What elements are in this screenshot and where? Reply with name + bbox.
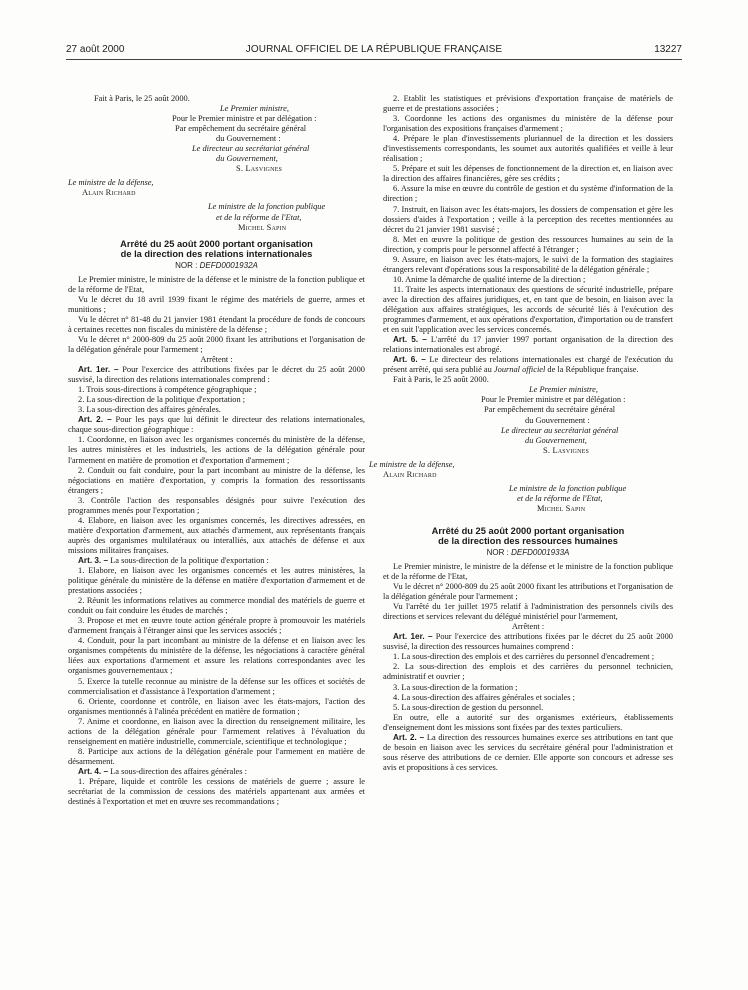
list-item: 5. La sous-direction de gestion du personnel. bbox=[393, 702, 544, 712]
visa: Vu le décret du 18 avril 1939 fixant le régime des matériels de guerre, armes et munitions ; bbox=[68, 294, 365, 314]
list-item: 2. Réunit les informations relatives au commerce mondial des matériels de guerre et conduit ou fait conduire les études de marchés ; bbox=[68, 596, 365, 616]
header-rule bbox=[66, 59, 682, 60]
article-label: Art. 5. – bbox=[393, 335, 427, 345]
defence-minister-title: Le ministre de la défense, bbox=[369, 459, 455, 469]
paragraph: En outre, elle a autorité sur des organismes extérieurs, établissements d'enseignement dont les missions sont fixées par des textes particuliers. bbox=[383, 712, 673, 732]
prime-minister-title: Le Premier ministre, bbox=[220, 104, 289, 114]
list-item: 2. Conduit ou fait conduire, pour la part incombant au ministre de la défense, les négociations en matière d'exportation, y compris la formation des ressortissants étrangers ; bbox=[68, 465, 365, 495]
director-title: du Gouvernement, bbox=[525, 435, 587, 445]
preamble: Le Premier ministre, le ministre de la défense et le ministre de la fonction publique et de la réforme de l'Etat, bbox=[383, 561, 673, 582]
nor-reference bbox=[68, 261, 365, 271]
list-item: 7. Anime et coordonne, en liaison avec la direction du renseignement militaire, les actions de la délégation générale pour l'armement relatives à l'évaluation du renseignement en matière industrielle, commerciale, scientifique et technologique ; bbox=[68, 716, 365, 746]
left-column bbox=[68, 94, 365, 807]
list-item: 3. La sous-direction des affaires générales. bbox=[78, 405, 221, 415]
signing-place: Fait à Paris, le 25 août 2000. bbox=[393, 375, 489, 385]
list-item: 3. Contrôle l'action des responsables désignés pour suivre l'exécution des programmes menés pour l'exportation ; bbox=[68, 495, 365, 515]
list-item: 5. Prépare et suit les dépenses de fonctionnement de la direction et, en liaison avec la direction des affaires financières, gère ses crédits ; bbox=[383, 164, 673, 184]
list-item: 1. Elabore, en liaison avec les organismes concernés et les autres ministères, la politique générale du ministère de la défense en matière d'exportation d'armement et de prestations associées ; bbox=[68, 566, 365, 596]
delegation-line: Par empêchement du secrétaire général bbox=[175, 124, 307, 134]
delegation-line: Par empêchement du secrétaire général bbox=[484, 405, 616, 415]
article bbox=[68, 365, 365, 385]
article bbox=[383, 355, 673, 375]
delegation-line: Pour le Premier ministre et par délégation : bbox=[481, 395, 626, 405]
public-service-minister-name: Michel Sapin bbox=[238, 222, 287, 232]
list-item: 4. Prépare le plan d'investissements pluriannuel de la direction et les dossiers d'investissements correspondants, les soumet aux autorités qualifiées et veille à leur réalisation ; bbox=[383, 134, 673, 164]
journal-reference: Journal officiel bbox=[493, 365, 546, 375]
article-text: La sous-direction de la politique d'exportation : bbox=[108, 555, 269, 565]
list-item: 10. Anime la démarche de qualité interne de la direction ; bbox=[393, 274, 586, 284]
list-item: 6. Oriente, coordonne et contrôle, en liaison avec les états-majors, l'action des organismes mentionnés à l'alinéa précédent en matière de formation ; bbox=[68, 696, 365, 716]
visa: Vu le décret n° 81-48 du 21 janvier 1981 étendant la procédure de fonds de concours à certaines recettes non fiscales du ministère de la défense ; bbox=[68, 314, 365, 334]
nor-label: NOR : bbox=[175, 260, 198, 270]
nor-label: NOR : bbox=[486, 547, 509, 557]
defence-minister-name: Alain Richard bbox=[82, 188, 136, 198]
delegation-line: Pour le Premier ministre et par délégation : bbox=[172, 114, 317, 124]
list-item: 1. La sous-direction des emplois et des carrières du personnel d'encadrement ; bbox=[393, 652, 655, 662]
list-item: 9. Assure, en liaison avec les états-majors, le suivi de la formation des stagiaires étrangers relevant d'opérations sous la responsabilité de la délégation générale ; bbox=[383, 254, 673, 274]
director-name: S. Lasvignes bbox=[543, 445, 590, 455]
article bbox=[383, 335, 673, 355]
article-text: de la République française. bbox=[545, 365, 639, 375]
issue-date: 27 août 2000 bbox=[66, 44, 125, 55]
signing-place: Fait à Paris, le 25 août 2000. bbox=[94, 94, 190, 103]
article-label: Art. 2. – bbox=[393, 732, 425, 742]
article-label: Art. 4. – bbox=[78, 766, 109, 776]
nor-code: DEFD0001932A bbox=[199, 260, 258, 270]
article-label: Art. 3. – bbox=[78, 555, 109, 565]
list-item: 4. La sous-direction des affaires générales et sociales ; bbox=[393, 692, 575, 702]
director-title: Le directeur au secrétariat général bbox=[501, 425, 619, 435]
visa: Vu le décret n° 2000-809 du 25 août 2000 fixant les attributions et l'organisation de la délégation générale pour l'armement ; bbox=[383, 582, 673, 602]
page-header bbox=[66, 44, 682, 60]
article-text: Pour les pays que lui définit le directeur des relations internationales, chaque sous-direction géographique : bbox=[68, 415, 365, 435]
nor-code: DEFD0001933A bbox=[511, 547, 570, 557]
director-name: S. Lasvignes bbox=[236, 164, 283, 174]
visa: Vu l'arrêté du 1er juillet 1975 relatif à l'administration des personnels civils des directions et services relevant du délégué ministériel pour l'armement, bbox=[383, 602, 673, 622]
visa: Vu le décret n° 2000-809 du 25 août 2000 fixant les attributions et l'organisation de la délégation générale pour l'armement ; bbox=[68, 334, 365, 354]
article-text: Pour l'exercice des attributions fixées par le décret du 25 août 2000 susvisé, la direction des relations internationales comprend : bbox=[68, 365, 365, 385]
journal-title: JOURNAL OFFICIEL DE LA RÉPUBLIQUE FRANÇAISE bbox=[245, 44, 503, 55]
public-service-minister-title: Le ministre de la fonction publique bbox=[509, 483, 627, 493]
signature-block-1 bbox=[68, 94, 365, 233]
decree-title-line: de la direction des relations internationales bbox=[120, 249, 313, 260]
article bbox=[383, 632, 673, 652]
defence-minister-name: Alain Richard bbox=[383, 469, 437, 479]
list-item: 8. Participe aux actions de la délégation générale pour l'armement en matière de désarmement. bbox=[68, 746, 365, 766]
article-text: La sous-direction des affaires générales : bbox=[108, 766, 247, 776]
list-item: 7. Instruit, en liaison avec les états-majors, les dossiers de compensation et gère les dossiers d'aides à l'exportation ; veille à la perception des recettes mentionnées au décret du 21 janvier 1981 susvisé ; bbox=[383, 204, 673, 234]
public-service-minister-title: et de la réforme de l'Etat, bbox=[517, 493, 603, 503]
public-service-minister-name: Michel Sapin bbox=[537, 503, 586, 513]
article-text: La direction des ressources humaines exerce ses attributions en tant que de besoin en liaison avec les services du secrétaire général pour l'administration et sous réserve des attributions de ce dernier. Elle apporte son concours et adresse ses avis et propositions à ces services. bbox=[383, 732, 673, 772]
list-item: 6. Assure la mise en œuvre du contrôle de gestion et du système d'information de la direction ; bbox=[383, 184, 673, 204]
preamble: Le Premier ministre, le ministre de la défense et le ministre de la fonction publique et de la réforme de l'Etat, bbox=[68, 274, 365, 294]
signature-block-2 bbox=[369, 375, 673, 514]
list-item: 1. Coordonne, en liaison avec les organismes concernés du ministère de la défense, les autres ministères et les industriels, les actions de la délégation générale pour l'armement en matière de promotion et d'exportation d'armement ; bbox=[68, 435, 365, 465]
delegation-line: du Gouvernement : bbox=[216, 134, 281, 144]
defence-minister-title: Le ministre de la défense, bbox=[68, 178, 154, 188]
right-column bbox=[369, 94, 673, 773]
decree-title bbox=[68, 239, 365, 260]
director-title: du Gouvernement, bbox=[216, 154, 278, 164]
article-label: Art. 1er. – bbox=[78, 365, 119, 375]
arretent: Arrêtent : bbox=[200, 355, 233, 365]
decree-title-line: de la direction des ressources humaines bbox=[438, 536, 618, 547]
list-item: 1. Trois sous-directions à compétence géographique ; bbox=[78, 385, 257, 395]
public-service-minister-title: et de la réforme de l'Etat, bbox=[216, 212, 302, 222]
public-service-minister-title: Le ministre de la fonction publique bbox=[208, 202, 326, 212]
decree-title bbox=[383, 526, 673, 547]
article-text: L'arrêté du 17 janvier 1997 portant organisation de la direction des relations internationales est abrogé. bbox=[383, 335, 673, 355]
list-item: 3. Coordonne les actions des organismes du ministère de la défense pour l'organisation des expositions françaises d'armement ; bbox=[383, 114, 673, 134]
arretent: Arrêtent : bbox=[511, 622, 545, 632]
delegation-line: du Gouvernement : bbox=[525, 415, 590, 425]
list-item: 2. La sous-direction des emplois et des carrières du personnel technicien, administratif et ouvrier ; bbox=[383, 662, 673, 682]
list-item: 2. La sous-direction de la politique d'exportation ; bbox=[78, 395, 246, 405]
list-item: 2. Etablit les statistiques et prévisions d'exportation française de matériels de guerre et de prestations associées ; bbox=[383, 94, 673, 114]
article-label: Art. 6. – bbox=[393, 355, 426, 365]
article bbox=[68, 556, 365, 566]
article bbox=[68, 415, 365, 435]
article bbox=[383, 733, 673, 773]
article-text: Pour l'exercice des attributions fixées par le décret du 25 août 2000 susvisé, la direction des ressources humaines comprend : bbox=[383, 632, 673, 652]
page-number: 13227 bbox=[654, 44, 682, 55]
list-item: 3. Propose et met en œuvre toute action générale propre à promouvoir les matériels d'armement français à l'étranger ainsi que les services associés ; bbox=[68, 616, 365, 636]
prime-minister-title: Le Premier ministre, bbox=[529, 385, 598, 395]
article-label: Art. 2. – bbox=[78, 415, 112, 425]
list-item: 3. La sous-direction de la formation ; bbox=[393, 682, 518, 692]
article-text: Le directeur des relations internationales est chargé de l'exécution du présent arrêté, qui sera publié au bbox=[383, 355, 673, 375]
director-title: Le directeur au secrétariat général bbox=[192, 144, 310, 154]
list-item: 11. Traite les aspects internationaux des questions de sécurité industrielle, prépare avec la direction des affaires juridiques, et, en tant que de besoin, en liaison avec la délégation aux affaires stratégiques, les accords de sécurité liés à l'exécution des programmes d'armement, et aux opérations d'exportation, d'importation ou de transfert et en suit l'application avec les services concernés. bbox=[383, 284, 673, 335]
nor-reference bbox=[383, 548, 673, 558]
list-item: 4. Conduit, pour la part incombant au ministre de la défense et en liaison avec les organismes compétents du ministère de la défense, les négociations à caractère général liées aux exportations d'armement et assure les relations correspondantes avec les organismes gouvernementaux ; bbox=[68, 636, 365, 676]
list-item: 5. Exerce la tutelle reconnue au ministre de la défense sur les offices et sociétés de commercialisation et d'assistance à l'exportation d'armement ; bbox=[68, 676, 365, 696]
article bbox=[68, 767, 365, 777]
decree-title-line: Arrêté du 25 août 2000 portant organisation bbox=[431, 525, 625, 536]
article-label: Art. 1er. – bbox=[393, 632, 433, 642]
decree-title-line: Arrêté du 25 août 2000 portant organisation bbox=[120, 238, 313, 249]
list-item: 1. Prépare, liquide et contrôle les cessions de matériels de guerre ; assure le secrétariat de la commission de cessions des matériels appartenant aux armées et destinés à l'exportation et met en œuvre ses recommandations ; bbox=[68, 777, 365, 807]
list-item: 8. Met en œuvre la politique de gestion des ressources humaines au sein de la direction, y compris pour le personnel affecté à l'étranger ; bbox=[383, 234, 673, 254]
list-item: 4. Elabore, en liaison avec les organismes concernés, les directives adressées, en matière d'exportation d'armement, aux attachés d'armement, aux représentants français auprès des organismes multilatéraux ou interalliés, aux attachés de défense et aux missions militaires françaises. bbox=[68, 515, 365, 555]
